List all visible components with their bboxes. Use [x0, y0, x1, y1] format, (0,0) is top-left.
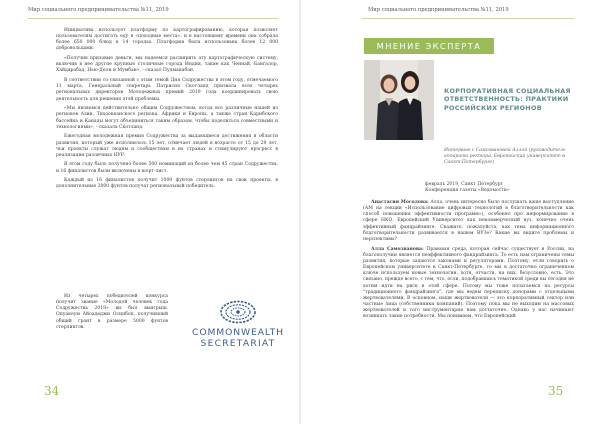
- article-title: КОРПОРАТИВНАЯ СОЦИАЛЬНАЯ ОТВЕТСТВЕННОСТЬ: ПРАКТИКИ РОССИЙСКИХ РЕГИОНОВ: [444, 87, 571, 112]
- commonwealth-secretariat-logo: [182, 300, 294, 349]
- paragraph: Инициатива использует платформу по картографированию, которая позволяет пользователям достигать еду в «походные места», и в настоящему времени она собрала более 650 000 блюд в 14 городах. Платформа была использована более 12 000 добровольцами.: [56, 28, 278, 52]
- left-page-body: [56, 28, 278, 194]
- photo-caption: Интервью с Самозвановой Аллой (руководитель аппарата ректора, Европейский университет в Санкт-Петербурге): [444, 148, 566, 166]
- dateline-line: февраль 2019, Санкт Петербург: [425, 182, 503, 187]
- logo-line-2: SECRETARIAT: [200, 338, 276, 349]
- page-number-right: 35: [548, 384, 564, 398]
- paragraph: «Мы являемся действительно общим Содружеством, когда все различные нашей из регионов Азии, Тихоокеанского региона, Африки и Европы, а также стран Карибского бассейна и Канады могут объединиться таким образом, чтобы поделиться совместными и технологиями», - сказала Скотланд.: [56, 106, 278, 130]
- speaker-text: Правовая среда, которая сейчас существует в России, на благополучии является неэффективного фандрайзинга. То есть нам ограничены темы развития, которые задаются законами и регуляторами. Поэтому, если говорить о Европейском университете в Санкт-Петербурге, то мы в достаточно ограниченном ключе используем новые технологии, хотя, отчасти, на них, безусловно, есть. Это связано, прежде всего, с тем, что, если, подобравшись тематикой среди вы сегодня не хотим идти на риск в этой сфере. Потому мы тоже полагаемся на ресурсы "традиционного фандрайзинга", где мы ведем переписку донорами с отдельными жертвователями. В основном, наши жертвователи — это корпоративный сектор или частные лица (собственники компаний). Поэтому пока мы не выходим на массовых жертвователей и того инструментария нам достаточно. Однако у нас начинают возникать такие потребности. Мы понимаем, что Европейский: [363, 246, 574, 320]
- paragraph: Ежегодная молодежная премия Содружества за выдающиеся достижения в области развития, который уже исполнилось 15 лет, отмечает людей в возрасте от 15 до 29 лет, чьи проекты служат людям и сообществам в их странах и стимулируют прогресс в реализации различных ЦУР.: [56, 134, 278, 158]
- interview-photo: [364, 60, 434, 140]
- page-fold: [299, 0, 301, 424]
- header-right: Мир социального предпринимательства №11, 2019: [368, 7, 509, 13]
- paragraph: [363, 200, 574, 243]
- header-left: Мир социального предпринимательства №11, 2019: [28, 7, 169, 13]
- right-page-body: [363, 200, 574, 324]
- paragraph: В соответствии со связанной с этим темой Дня Содружества в этом году, отмечаемого 11 марта, Генеральный секретарь Патрисия Скотланд призвала всех четырех региональных директоров Молодежных премий 2019 года координировать свою деятельность для решения этой проблемы.: [56, 78, 278, 102]
- header-rule-right: [362, 18, 574, 19]
- paragraph: Каждый из 16 финалистов получит 1000 фунтов стерлингов на свои проекты, в дополнительные 2000 фунтов получат региональный победитель.: [56, 178, 278, 190]
- header-rule-left: [28, 18, 278, 19]
- logo-line-1: COMMONWEALTH: [192, 327, 284, 338]
- speaker-name: Алла Самозванова:: [371, 246, 424, 252]
- dateline: [425, 182, 565, 194]
- section-banner: МНЕНИЕ ЭКСПЕРТА: [364, 38, 494, 54]
- page-number-left: 34: [44, 384, 60, 398]
- commonwealth-emblem-icon: [219, 300, 257, 324]
- paragraph: «Получив призовые деньги, мы надеемся расширить эту картографическую систему, включив в нее другие крупные столичные города Индии, такие как Ченнай, Бангалор, Хайдарабад, Нью-Дели и Мумбаи», - сказал Пудманабан.: [56, 56, 278, 74]
- paragraph: [363, 247, 574, 321]
- speaker-text: Алла, очень интересно было послушать ваше выступление (АМ на секции «Использование цифровых технологий в благотворительности как способ повышения эффективности программ»), особенно про информирование в сфере НКО. Европейский Университет как некоммерческий вуз, конечно очень эффективный фандрайзинге. Скажите, пожалуйста, как тема информационного благотворительности развивается в нашем ВУЗе? Какие вы видите проблемы и перспективы?: [363, 200, 574, 242]
- paragraph: Из четырех победителей конкурса получит звание «Молодой человек года Содружества 2019» вы был выигрыш. Опуакеум Айоадеджи Осинбоп, получивший общий грант в размере 5000 фунтов стерлингов.: [56, 294, 168, 330]
- speaker-name: Анастасия Мосолова:: [371, 200, 429, 205]
- left-page-side-column: [56, 294, 168, 334]
- dateline-line: Конференция газеты «Ведомости»: [425, 188, 510, 194]
- paragraph: В этом году было получено более 500 номинаций из более чем 45 стран Содружества, и 16 финалистов были включены в шорт-лист.: [56, 162, 278, 174]
